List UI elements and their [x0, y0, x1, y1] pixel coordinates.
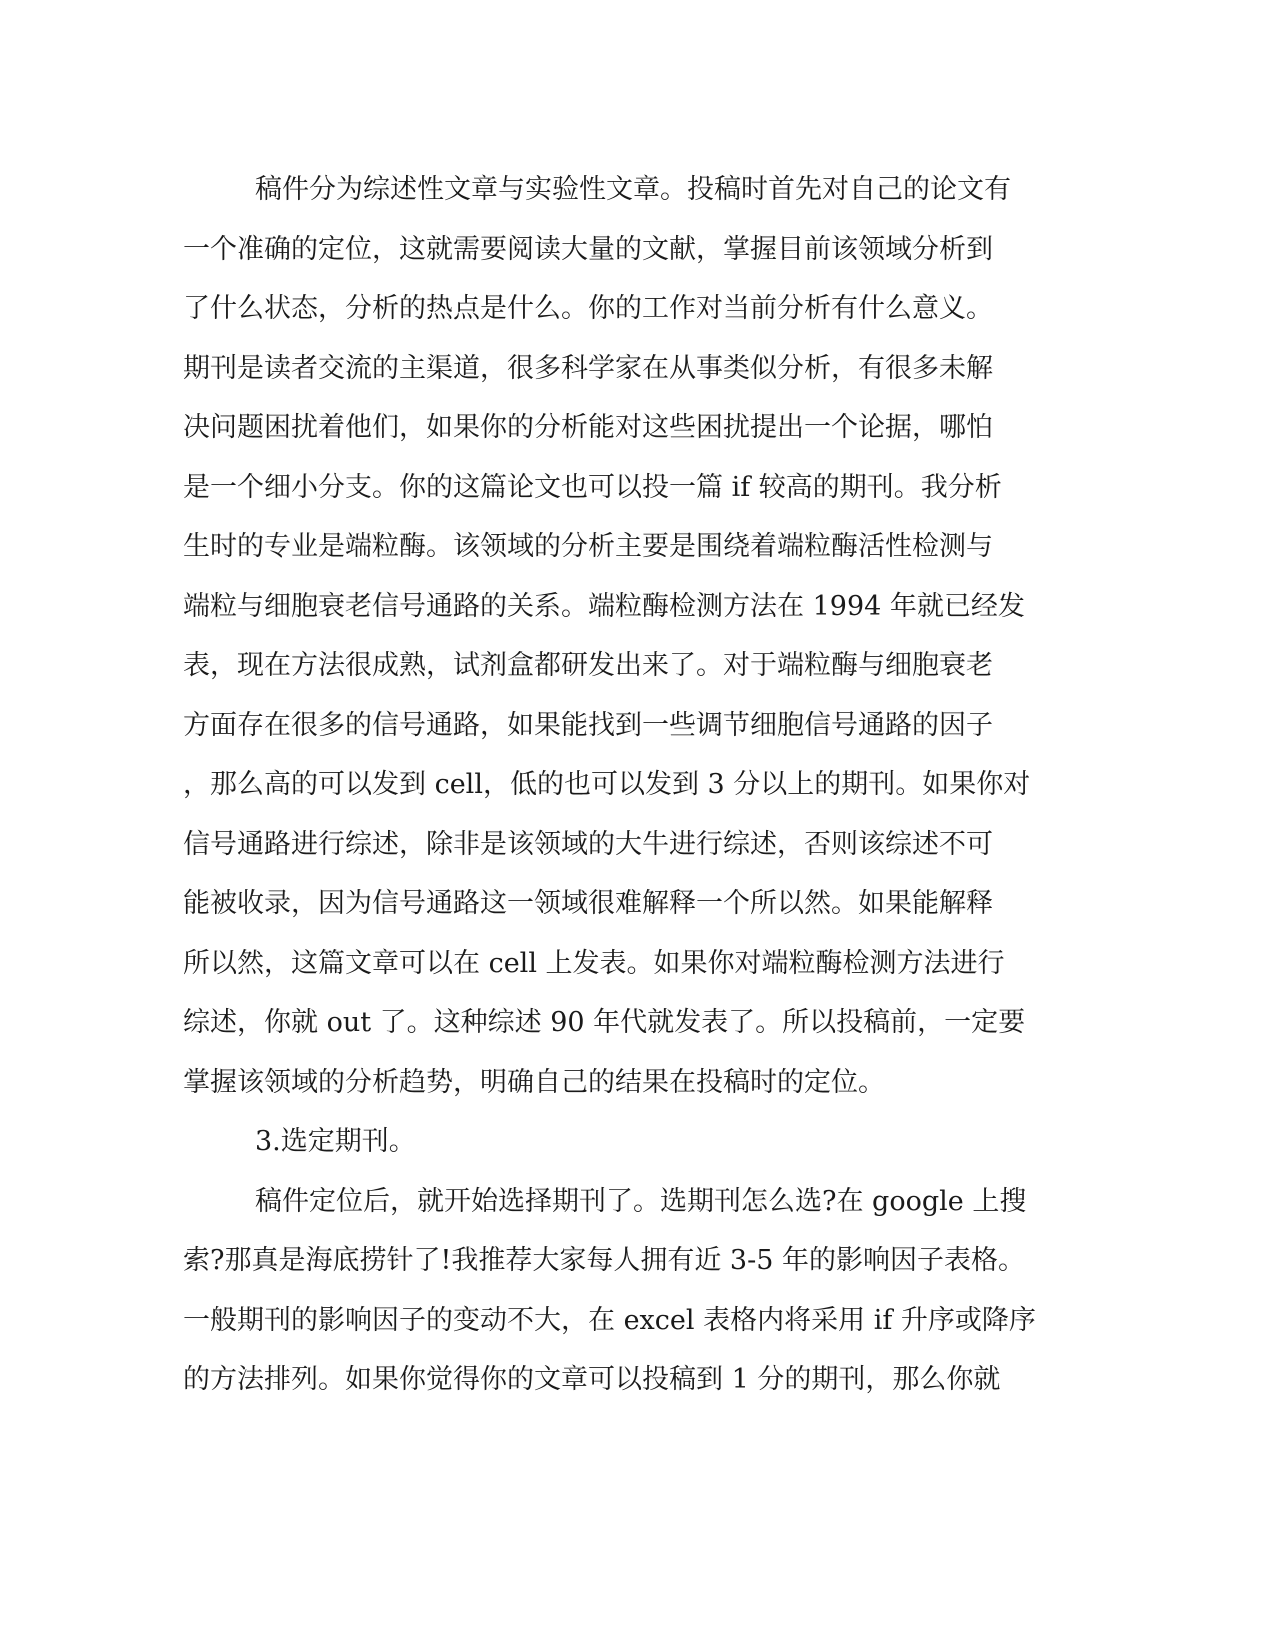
text-line-4: 期刊是读者交流的主渠道，很多科学家在从事类似分析，有很多未解: [183, 352, 993, 384]
text-line-13: 能被收录，因为信号通路这一领域很难解释一个所以然。如果能解释: [183, 888, 993, 919]
body-text: [183, 160, 1043, 1410]
text-line-8: 端粒与细胞衰老信号通路的关系。端粒酶检测方法在 1994 年就已经发: [183, 590, 1025, 622]
text-line-1: 稿件分为综述性文章与实验性文章。投稿时首先对自己的论文有: [255, 174, 1011, 205]
text-line-12: 信号通路进行综述，除非是该领域的大牛进行综述，否则该综述不可: [183, 828, 993, 860]
text-line-19: 索?那真是海底捞针了!我推荐大家每人拥有近 3-5 年的影响因子表格。: [183, 1245, 1025, 1276]
text-line-14: 所以然，这篇文章可以在 cell 上发表。如果你对端粒酶检测方法进行: [183, 947, 1005, 979]
text-line-20: 一般期刊的影响因子的变动不大，在 excel 表格内将采用 if 升序或降序: [183, 1304, 1036, 1336]
text-line-7: 生时的专业是端粒酶。该领域的分析主要是围绕着端粒酶活性检测与: [183, 531, 993, 562]
text-line-5: 决问题困扰着他们，如果你的分析能对这些困扰提出一个论据，哪怕: [183, 412, 993, 443]
text-line-11: ，那么高的可以发到 cell，低的也可以发到 3 分以上的期刊。如果你对: [183, 769, 1031, 800]
section-heading: 3.选定期刊。: [255, 1126, 416, 1157]
text-line-2: 一个准确的定位，这就需要阅读大量的文献，掌握目前该领域分析到: [183, 233, 993, 265]
text-line-6: 是一个细小分支。你的这篇论文也可以投一篇 if 较高的期刊。我分析: [183, 471, 1002, 503]
text-line-10: 方面存在很多的信号通路，如果能找到一些调节细胞信号通路的因子: [183, 709, 993, 741]
text-line-21: 的方法排列。如果你觉得你的文章可以投稿到 1 分的期刊，那么你就: [183, 1364, 1001, 1395]
text-line-15: 综述，你就 out 了。这种综述 90 年代就发表了。所以投稿前，一定要: [183, 1007, 1026, 1038]
text-line-16: 掌握该领域的分析趋势，明确自己的结果在投稿时的定位。: [183, 1066, 885, 1098]
text-line-3: 了什么状态，分析的热点是什么。你的工作对当前分析有什么意义。: [183, 293, 993, 324]
text-line-9: 表，现在方法很成熟，试剂盒都研发出来了。对于端粒酶与细胞衰老: [183, 650, 993, 681]
text-line-18: 稿件定位后，就开始选择期刊了。选期刊怎么选?在 google 上搜: [255, 1185, 1027, 1217]
